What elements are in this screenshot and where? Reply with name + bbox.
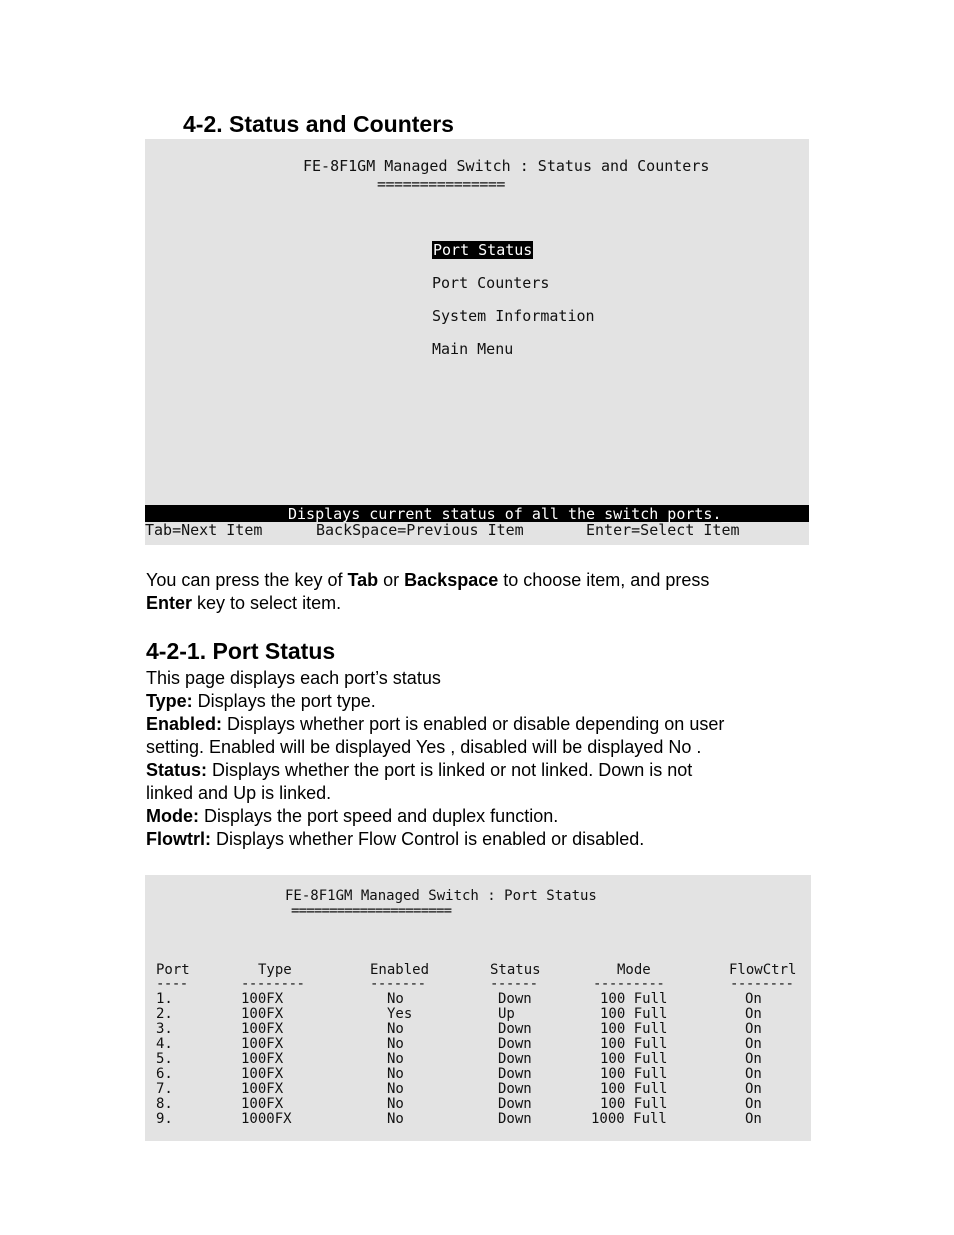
mode-cell: 100 Full <box>600 1006 668 1022</box>
header-type: Type <box>258 962 292 978</box>
port-screen-title: FE-8F1GM Managed Switch : Port Status <box>285 888 597 904</box>
menu-item-main-menu[interactable]: Main Menu <box>432 340 514 358</box>
status-cell: Up <box>498 1006 515 1022</box>
port-cell: 3. <box>156 1021 173 1037</box>
enabled-cell: No <box>387 1036 404 1052</box>
flowctrl-cell: On <box>745 1066 762 1082</box>
port-cell: 9. <box>156 1111 173 1127</box>
header-status: Status <box>490 962 541 978</box>
enabled-cell: No <box>387 991 404 1007</box>
enabled-cell: No <box>387 1081 404 1097</box>
menu-screen-underline: =============== <box>377 175 505 193</box>
description-intro: This page displays each port’s status <box>146 668 441 688</box>
status-cell: Down <box>498 1066 532 1082</box>
header-mode: Mode <box>617 962 651 978</box>
status-text: Displays whether the port is linked or not linked. Down is not <box>207 760 693 780</box>
enabled-text: Displays whether port is enabled or disable depending on user <box>222 714 725 734</box>
status-message: Displays current status of all the switch ports._ <box>288 505 731 523</box>
flowctrl-cell: On <box>745 1006 762 1022</box>
flowctrl-text: Displays whether Flow Control is enabled or disabled. <box>211 829 645 849</box>
port-cell: 2. <box>156 1006 173 1022</box>
port-screen-underline: ===================== <box>291 903 452 919</box>
mode-cell: 100 Full <box>600 1036 668 1052</box>
flowctrl-cell: On <box>745 1081 762 1097</box>
intro-text: You can press the key of <box>146 570 348 590</box>
mode-cell: 100 Full <box>600 1096 668 1112</box>
type-cell: 100FX <box>241 1036 284 1052</box>
mode-cell: 1000 Full <box>591 1111 667 1127</box>
status-cell: Down <box>498 1081 532 1097</box>
type-cell: 100FX <box>241 1051 284 1067</box>
type-label: Type: <box>146 691 193 711</box>
flowctrl-cell: On <box>745 1096 762 1112</box>
subsection-title: 4-2-1. Port Status <box>146 638 336 664</box>
intro-paragraph <box>146 569 816 615</box>
header-flowctrl: FlowCtrl <box>729 962 797 978</box>
type-cell: 100FX <box>241 1081 284 1097</box>
intro-text: to choose item, and press <box>498 570 710 590</box>
flowctrl-label: Flowtrl: <box>146 829 211 849</box>
intro-key-backspace: Backspace <box>404 570 499 590</box>
port-cell: 6. <box>156 1066 173 1082</box>
enabled-cell: No <box>387 1096 404 1112</box>
type-cell: 100FX <box>241 1021 284 1037</box>
type-cell: 1000FX <box>241 1111 292 1127</box>
divider-status: ------ <box>490 976 538 992</box>
mode-cell: 100 Full <box>600 1051 668 1067</box>
intro-key-tab: Tab <box>347 570 379 590</box>
key-hint-tab: Tab=Next Item <box>145 521 263 539</box>
flowctrl-cell: On <box>745 1036 762 1052</box>
port-cell: 5. <box>156 1051 173 1067</box>
status-text: linked and Up is linked. <box>146 783 332 803</box>
port-cell: 7. <box>156 1081 173 1097</box>
enabled-cell: Yes <box>387 1006 413 1022</box>
intro-text: or <box>378 570 405 590</box>
menu-screen-title: FE-8F1GM Managed Switch : Status and Counters <box>303 157 710 175</box>
divider-enabled: ------- <box>370 976 426 992</box>
type-cell: 100FX <box>241 1066 284 1082</box>
flowctrl-cell: On <box>745 1021 762 1037</box>
header-port: Port <box>156 962 190 978</box>
flowctrl-cell: On <box>745 1051 762 1067</box>
menu-item-system-information[interactable]: System Information <box>432 307 595 325</box>
status-cell: Down <box>498 1111 532 1127</box>
menu-item-port-status[interactable]: Port Status <box>433 241 533 259</box>
status-counters-menu-screen <box>145 139 809 545</box>
type-cell: 100FX <box>241 1006 284 1022</box>
key-hints-bar <box>145 521 809 539</box>
port-cell: 8. <box>156 1096 173 1112</box>
status-cell: Down <box>498 1036 532 1052</box>
enabled-cell: No <box>387 1021 404 1037</box>
mode-cell: 100 Full <box>600 1081 668 1097</box>
divider-mode: --------- <box>593 976 665 992</box>
divider-flowctrl: -------- <box>730 976 794 992</box>
status-cell: Down <box>498 1021 532 1037</box>
port-status-screen <box>145 875 811 1141</box>
divider-type: -------- <box>241 976 305 992</box>
type-cell: 100FX <box>241 991 284 1007</box>
status-cell: Down <box>498 991 532 1007</box>
status-message-bar <box>145 505 809 522</box>
mode-text: Displays the port speed and duplex function. <box>199 806 559 826</box>
key-hint-backspace: BackSpace=Previous Item <box>316 521 524 539</box>
header-enabled: Enabled <box>370 962 430 978</box>
enabled-cell: No <box>387 1066 404 1082</box>
type-cell: 100FX <box>241 1096 284 1112</box>
status-cell: Down <box>498 1096 532 1112</box>
status-cell: Down <box>498 1051 532 1067</box>
status-label: Status: <box>146 760 208 780</box>
flowctrl-cell: On <box>745 1111 762 1127</box>
divider-port: ---- <box>156 976 188 992</box>
flowctrl-cell: On <box>745 991 762 1007</box>
type-text: Displays the port type. <box>192 691 376 711</box>
port-status-description <box>146 667 816 851</box>
enabled-label: Enabled: <box>146 714 223 734</box>
menu-item-port-counters[interactable]: Port Counters <box>432 274 550 292</box>
mode-label: Mode: <box>146 806 199 826</box>
port-cell: 1. <box>156 991 173 1007</box>
section-title: 4-2. Status and Counters <box>183 111 454 137</box>
intro-text: key to select item. <box>192 593 342 613</box>
enabled-cell: No <box>387 1111 404 1127</box>
enabled-text: setting. Enabled will be displayed Yes , disabled will be displayed No . <box>146 737 702 757</box>
mode-cell: 100 Full <box>600 1066 668 1082</box>
key-hint-enter: Enter=Select Item <box>586 521 740 539</box>
port-cell: 4. <box>156 1036 173 1052</box>
mode-cell: 100 Full <box>600 991 668 1007</box>
enabled-cell: No <box>387 1051 404 1067</box>
intro-key-enter: Enter <box>146 593 193 613</box>
mode-cell: 100 Full <box>600 1021 668 1037</box>
